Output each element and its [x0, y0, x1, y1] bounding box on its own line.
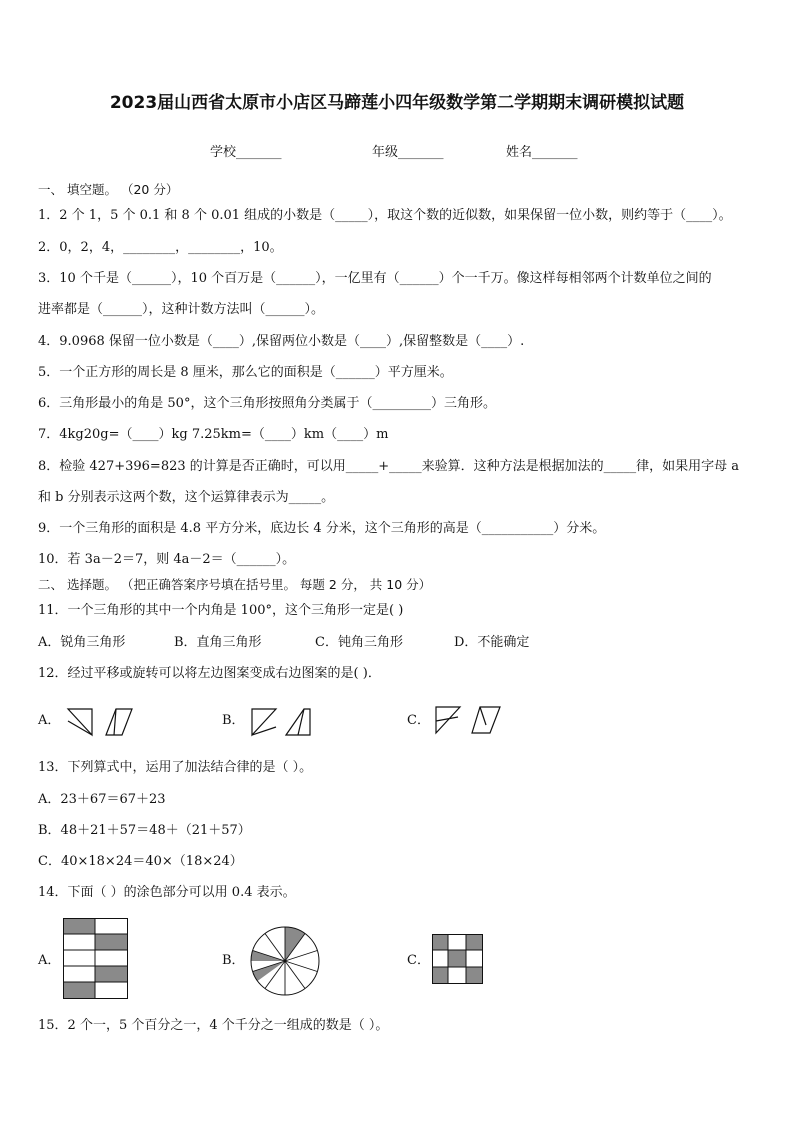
question-3-line-1: 3．10 个千是（______），10 个百万是（______），一亿里有（______）个一千万。像这样每相邻两个计数单位之间的: [38, 271, 712, 286]
question-1: 1．2 个 1，5 个 0.1 和 8 个 0.01 组成的小数是（_____），取这个数的近似数，如果保留一位小数，则约等于（____）。: [38, 208, 732, 223]
question-11: 11．一个三角形的其中一个内角是 100°，这个三角形一定是( ): [38, 603, 404, 618]
question-3-line-2: 进率都是（______），这种计数方法叫（______）。: [38, 302, 325, 317]
question-13-option-b: B．48＋21＋57＝48＋（21＋57）: [38, 823, 251, 838]
section-2-heading: 二、 选择题。 （把正确答案序号填在括号里。 每题 2 分， 共 10 分）: [38, 577, 432, 592]
question-10: 10．若 3a－2＝7，则 4a－2＝（______）。: [38, 552, 296, 567]
question-5: 5．一个正方形的周长是 8 厘米，那么它的面积是（______）平方厘米。: [38, 365, 453, 380]
question-12-label-b: B．: [222, 713, 245, 728]
question-8-line-1: 8．检验 427+396=823 的计算是否正确时，可以用_____+_____来验算．这种方法是根据加法的_____律，如果用字母 a: [38, 459, 740, 474]
question-12-label-a: A．: [38, 713, 61, 728]
question-11-option-b: B．直角三角形: [174, 635, 262, 650]
question-12-figure-c: [432, 703, 504, 737]
question-15: 15．2 个一，5 个百分之一，4 个千分之一组成的数是（ ）。: [38, 1018, 389, 1033]
question-13-option-a: A．23＋67＝67＋23: [38, 792, 166, 807]
question-14: 14．下面（ ）的涂色部分可以用 0.4 表示。: [38, 885, 296, 900]
name-field: 姓名_______: [506, 145, 578, 160]
question-12: 12．经过平移或旋转可以将左边图案变成右边图案的是( )．: [38, 666, 381, 681]
grade-field: 年级_______: [372, 145, 444, 160]
question-14-label-c: C．: [407, 953, 430, 968]
question-4: 4．9.0968 保留一位小数是（____）,保留两位小数是（____）,保留整数是（____）.: [38, 334, 525, 349]
question-7: 7．4kg20g=（____）kg 7.25km=（____）km（____）m: [38, 427, 389, 442]
school-field: 学校_______: [210, 145, 282, 160]
question-11-option-c: C．钝角三角形: [315, 635, 403, 650]
question-14-figure-b: [249, 925, 321, 997]
question-11-option-a: A．锐角三角形: [38, 635, 126, 650]
question-14-label-a: A．: [38, 953, 61, 968]
question-12-figure-b: [248, 705, 320, 739]
question-14-figure-c: [432, 934, 486, 986]
question-9: 9．一个三角形的面积是 4.8 平方分米，底边长 4 分米，这个三角形的高是（___________）分米。: [38, 521, 606, 536]
question-6: 6．三角形最小的角是 50°，这个三角形按照角分类属于（_________）三角形。: [38, 396, 496, 411]
question-12-label-c: C．: [407, 713, 430, 728]
question-8-line-2: 和 b 分别表示这两个数，这个运算律表示为_____。: [38, 490, 335, 505]
question-11-option-d: D．不能确定: [454, 635, 530, 650]
question-14-figure-a: [63, 918, 129, 1002]
page-title: 2023届山西省太原市小店区马蹄莲小四年级数学第二学期期末调研模拟试题: [109, 93, 685, 113]
question-13-option-c: C．40×18×24＝40×（18×24）: [38, 854, 243, 869]
question-2: 2．0，2，4，________，________，10。: [38, 240, 283, 255]
question-13: 13．下列算式中，运用了加法结合律的是（ ）。: [38, 760, 313, 775]
question-14-label-b: B．: [222, 953, 245, 968]
question-12-figure-a: [64, 705, 136, 739]
section-1-heading: 一、 填空题。 （20 分）: [38, 182, 179, 197]
